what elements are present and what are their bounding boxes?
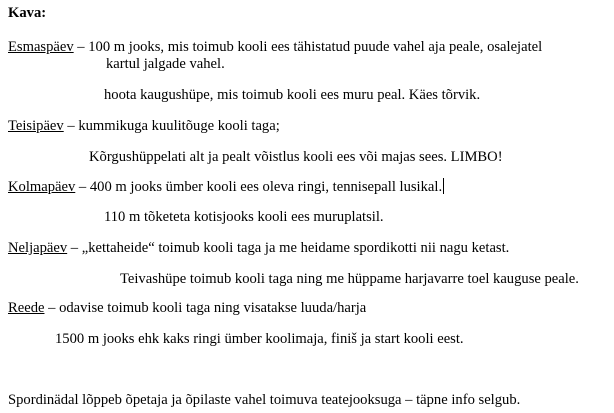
text-cursor (443, 178, 444, 194)
day-label-wednesday: Kolmapäev (8, 179, 76, 195)
wednesday-activity-1: 400 m jooks ümber kooli ees oleva ringi, tennisepall lusikal. (89, 179, 443, 195)
separator: – (75, 179, 90, 195)
thursday-activity-2: Teivashüpe toimub kooli taga ning me hüppame harjavarre toel kauguse peale. (120, 271, 579, 287)
monday-line-1 (8, 38, 542, 56)
thursday-line-1 (8, 239, 509, 257)
friday-line-1 (8, 299, 366, 317)
day-label-friday: Reede (8, 300, 45, 316)
wednesday-activity-2: 110 m tõketeta kotisjooks kooli ees muruplatsil. (104, 209, 384, 225)
day-label-monday: Esmaspäev (8, 39, 74, 55)
separator: – (67, 240, 82, 256)
footer-note: Spordinädal lõppeb õpetaja ja õpilaste vahel toimuva teatejooksuga – täpne info selgub. (8, 392, 521, 408)
monday-activity-1-continued: kartul jalgade vahel. (106, 56, 225, 72)
monday-activity-1: 100 m jooks, mis toimub kooli ees tähistatud puude vahel aja peale, osalejatel (88, 39, 543, 55)
friday-activity-2: 1500 m jooks ehk kaks ringi ümber koolimaja, finiš ja start kooli eest. (55, 331, 464, 347)
separator: – (44, 300, 60, 316)
tuesday-line-1 (8, 117, 280, 135)
separator: – (73, 39, 89, 55)
day-label-tuesday: Teisipäev (8, 118, 64, 134)
tuesday-activity-2: Kõrgushüppelati alt ja pealt võistlus kooli ees või majas sees. LIMBO! (89, 149, 503, 165)
monday-activity-2: hoota kaugushüpe, mis toimub kooli ees muru peal. Käes tõrvik. (104, 87, 481, 103)
friday-activity-1: odavise toimub kooli taga ning visatakse luuda/harja (59, 300, 367, 316)
document-heading: Kava: (8, 5, 47, 21)
day-label-thursday: Neljapäev (8, 240, 68, 256)
tuesday-activity-1: kummikuga kuulitõuge kooli taga; (78, 118, 280, 134)
wednesday-line-1 (8, 178, 444, 196)
thursday-activity-1: „kettaheide“ toimub kooli taga ja me heidame spordikotti nii nagu ketast. (81, 240, 510, 256)
separator: – (63, 118, 79, 134)
